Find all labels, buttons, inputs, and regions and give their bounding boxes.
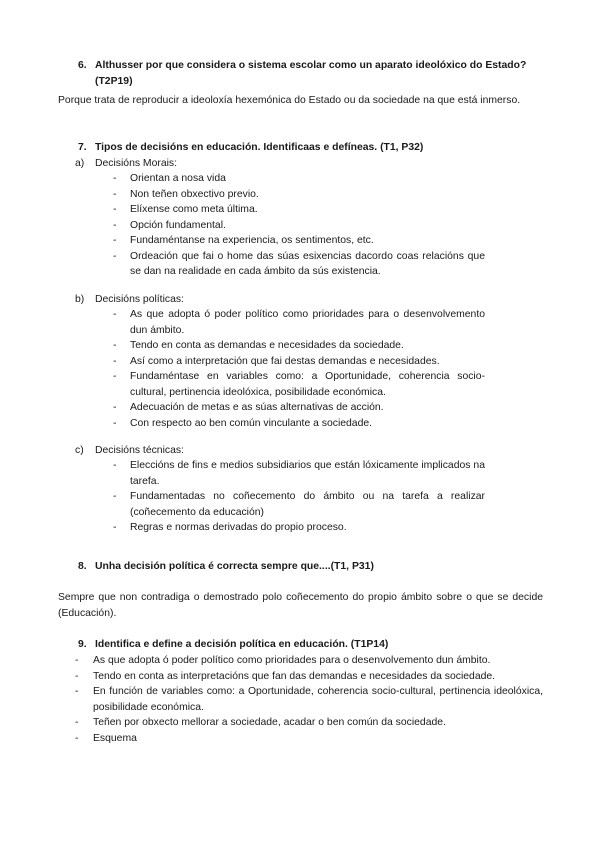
list-item: - Adecuación de metas e as súas alternativas de acción. [113, 402, 384, 413]
q9-number: 9. [78, 639, 87, 650]
list-item: - Regras e normas derivadas do propio proceso. [113, 522, 347, 533]
section-label: b) [75, 294, 85, 305]
list-item: - As que adopta ó poder político como prioridades para o desenvolvemento dun ámbito. [75, 655, 491, 666]
list-item: - Con respecto ao ben común vinculante a sociedade. [113, 417, 373, 429]
q7-c-list [113, 458, 485, 536]
q6-number: 6. [78, 60, 87, 71]
q6-question: Althusser por que considera o sistema escolar como un aparato ideolóxico do Estado? (T2P19) [95, 60, 527, 87]
list-item: - Elíxense como meta última. [113, 204, 258, 215]
list-item: - Fundaméntase en variables como: a Oportunidade, coherencia socio-cultural, pertinencia ideolóxica, posibilidade económica. [113, 371, 485, 398]
list-item: - Opción fundamental. [113, 219, 226, 231]
list-item: - Fundaméntanse na experiencia, os sentimentos, etc. [113, 235, 374, 246]
q8-number: 8. [78, 561, 87, 572]
list-item: - Ordeación que fai o home das súas esixencias dacordo coas relacións que se dan na realidade en cada ámbito da sús existencia. [113, 250, 485, 277]
q8-answer: Sempre que non contradiga o demostrado polo coñecemento do propio ámbito sobre o que se decide (Educación). [58, 592, 543, 619]
q9-question: Identifica e define a decisión política en educación. (T1P14) [95, 639, 389, 650]
q9-list [75, 653, 543, 746]
list-item: - Teñen por obxecto mellorar a sociedade, acadar o ben común da sociedade. [75, 717, 446, 728]
section-title: Decisións políticas: [95, 294, 184, 305]
list-item: - Eleccións de fins e medios subsidiarios que están lóxicamente implicados na tarefa. [113, 460, 485, 487]
q7-a-list [113, 171, 485, 280]
list-item: - En función de variables como: a Oportunidade, coherencia socio-cultural, pertinencia ideolóxica, posibilidade económica. [75, 686, 543, 713]
list-item: - Esquema [75, 732, 137, 744]
q6-answer: Porque trata de reproducir a ideoloxía hexemónica do Estado ou da sociedade na que está inmerso. [58, 95, 521, 106]
section-label: c) [75, 445, 84, 456]
list-item: - Fundamentadas no coñecemento do ámbito ou na tarefa a realizar (coñecemento da educación) [113, 491, 485, 518]
list-item: - Orientan a nosa vida [113, 173, 226, 184]
section-label: a) [75, 158, 85, 169]
section-title: Decisións técnicas: [95, 445, 184, 456]
section-title: Decisións Morais: [95, 158, 177, 169]
list-item: - Tendo en conta as demandas e necesidades da sociedade. [113, 340, 404, 351]
list-item: - As que adopta ó poder político como prioridades para o desenvolvemento dun ámbito. [113, 309, 485, 336]
q8-question: Unha decisión política é correcta sempre que....(T1, P31) [95, 561, 374, 572]
q7-question: Tipos de decisións en educación. Identificaas e defíneas. (T1, P32) [95, 142, 424, 153]
list-item: - Tendo en conta as interpretacións que fan das demandas e necesidades da sociedade. [75, 670, 496, 682]
q7-number: 7. [78, 142, 87, 153]
list-item: - Así como a interpretación que fai destas demandas e necesidades. [113, 355, 440, 367]
q7-b-list [113, 307, 485, 431]
list-item: - Non teñen obxectivo previo. [113, 188, 259, 200]
